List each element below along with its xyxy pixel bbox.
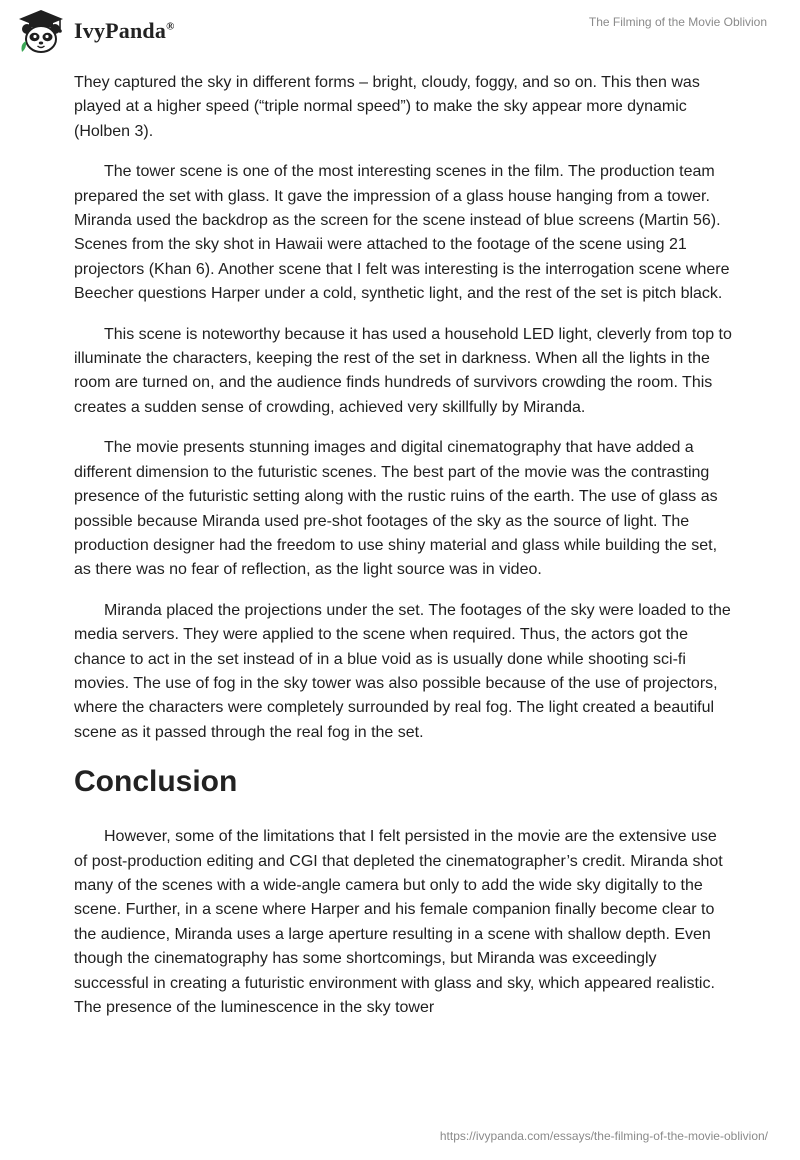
page-header [0, 0, 800, 64]
paragraph: Miranda placed the projections under the set. The footages of the sky were loaded to the media servers. They were applied to the scene when required. Thus, the actors got the chance to act in the set instead of in a blue void as is usually done while shooting sci-fi movies. The use of fog in the sky tower was also possible because of the use of projectors, where the characters were completely surrounded by real fog. The light created a beautiful scene as it passed through the real fog in the set. [74, 601, 731, 741]
brand-name: IvyPanda® [74, 18, 175, 43]
paragraph: The movie presents stunning images and digital cinematography that have added a different dimension to the futuristic scenes. The best part of the movie was the contrasting presence of the futuristic setting along with the rustic ruins of the earth. The use of glass as possible because Miranda used pre-shot footages of the sky as the source of light. The production designer had the freedom to use shiny material and glass while building the set, as there was no fear of reflection, as the light source was in video. [74, 439, 718, 579]
section-heading: Conclusion [74, 765, 238, 799]
brand-logo[interactable] [16, 8, 175, 54]
essay-body [74, 71, 734, 1036]
panda-graduate-logo-icon [16, 8, 66, 54]
paragraph: This scene is noteworthy because it has used a household LED light, cleverly from top to illuminate the characters, keeping the rest of the set in darkness. When all the lights in the room are turned on, and the audience finds hundreds of survivors crowding the room. This creates a sudden sense of crowding, achieved very skillfully by Miranda. [74, 325, 732, 416]
source-url[interactable]: https://ivypanda.com/essays/the-filming-of-the-movie-oblivion/ [439, 1129, 768, 1143]
document-title: The Filming of the Movie Oblivion [588, 15, 767, 29]
paragraph: However, some of the limitations that I felt persisted in the movie are the extensive use of post-production editing and CGI that depleted the cinematographer’s credit. Miranda shot many of the scenes with a wide-angle camera but only to add the wide sky digitally to the scene. Further, in a scene where Harper and his female companion finally become clear to the audience, Miranda uses a large aperture resulting in a scene with shallow depth. Even though the cinematography has some shortcomings, but Miranda was exceedingly successful in creating a futuristic environment with glass and sky, which appeared realistic. The presence of the luminescence in the sky tower [74, 828, 723, 1016]
paragraph: The tower scene is one of the most interesting scenes in the film. The production team prepared the set with glass. It gave the impression of a glass house hanging from a tower. Miranda used the backdrop as the screen for the scene instead of blue screens (Martin 56). Scenes from the sky shot in Hawaii were attached to the footage of the scene using 21 projectors (Khan 6). Another scene that I felt was interesting is the interrogation scene where Beecher questions Harper under a cold, synthetic light, and the rest of the set is pitch black. [74, 163, 730, 303]
paragraph: They captured the sky in different forms – bright, cloudy, foggy, and so on. This then was played at a higher speed (“triple normal speed”) to make the sky appear more dynamic (Holben 3). [74, 74, 700, 140]
